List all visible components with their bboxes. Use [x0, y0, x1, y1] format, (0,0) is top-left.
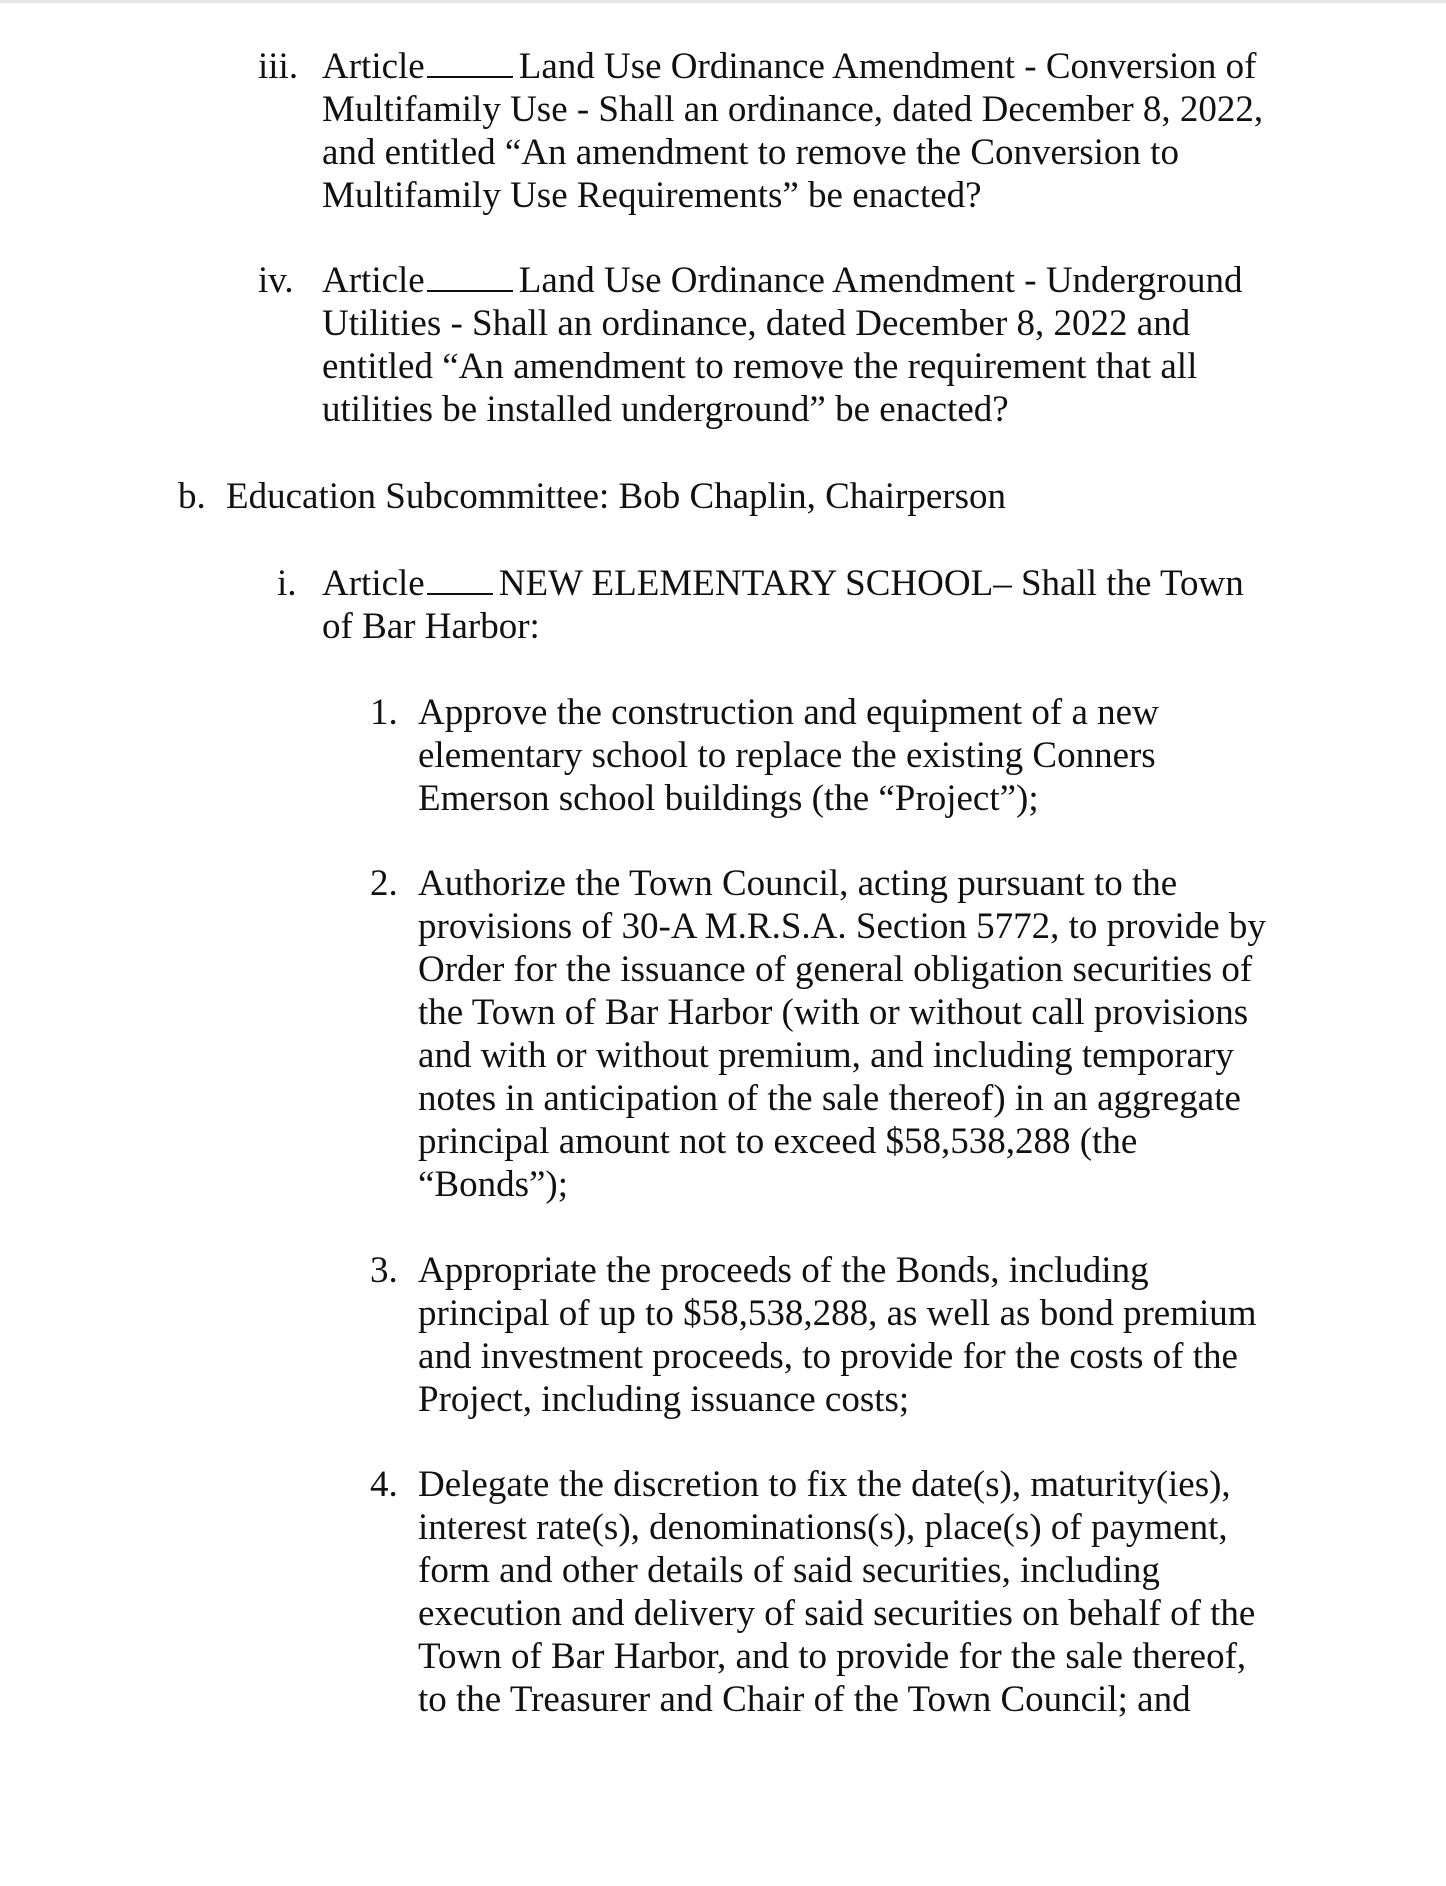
article-body [322, 562, 1244, 648]
list-item-line: notes in anticipation of the sale thereof) in an aggregate [418, 1078, 1241, 1119]
article-number-blank [427, 46, 513, 78]
list-item-line: principal of up to $58,538,288, as well as bond premium [418, 1293, 1257, 1334]
article-body [322, 45, 1263, 217]
article-text-line: and entitled “An amendment to remove the Conversion to [322, 132, 1179, 173]
list-item-text [418, 1463, 1255, 1721]
list-item-line: Approve the construction and equipment of a new [418, 692, 1159, 733]
article-number-blank [427, 563, 493, 595]
list-item-number: 3. [370, 1250, 398, 1291]
list-item-line: and investment proceeds, to provide for the costs of the [418, 1336, 1238, 1377]
section-label: b. [178, 476, 206, 517]
list-item-line: Authorize the Town Council, acting pursuant to the [418, 863, 1178, 904]
page-top-border [0, 0, 1446, 3]
article-number-blank [427, 260, 513, 292]
list-item-line: Town of Bar Harbor, and to provide for the sale thereof, [418, 1636, 1247, 1677]
list-item-line: Order for the issuance of general obligation securities of [418, 949, 1253, 990]
list-item-line: principal amount not to exceed $58,538,288 (the [418, 1121, 1138, 1162]
list-item-line: Project, including issuance costs; [418, 1379, 910, 1420]
section-heading: Education Subcommittee: Bob Chaplin, Chairperson [226, 476, 1006, 517]
article-word: Article [322, 260, 425, 301]
list-item-text [418, 862, 1266, 1206]
list-item-line: Delegate the discretion to fix the date(s), maturity(ies), [418, 1464, 1231, 1505]
article-heading: NEW ELEMENTARY SCHOOL– Shall the Town [498, 563, 1244, 604]
article-text-line: Multifamily Use Requirements” be enacted? [322, 175, 982, 216]
article-heading-line [322, 45, 1263, 88]
article-text-line: Multifamily Use - Shall an ordinance, dated December 8, 2022, [322, 89, 1264, 130]
list-item-number: 2. [370, 863, 398, 904]
list-item-number: 1. [370, 692, 398, 733]
article-word: Article [322, 563, 425, 604]
article-numeral: iii. [258, 46, 299, 87]
list-item-line: execution and delivery of said securities on behalf of the [418, 1593, 1256, 1634]
article-heading: Land Use Ordinance Amendment - Conversion of [518, 46, 1257, 87]
list-item-text [418, 1249, 1257, 1421]
article-text-line: of Bar Harbor: [322, 606, 540, 647]
article-heading: Land Use Ordinance Amendment - Underground [518, 260, 1243, 301]
list-item-line: interest rate(s), denominations(s), place(s) of payment, [418, 1507, 1228, 1548]
list-item-line: “Bonds”); [418, 1164, 569, 1205]
article-text-line: Utilities - Shall an ordinance, dated December 8, 2022 and [322, 303, 1191, 344]
list-item-line: Emerson school buildings (the “Project”); [418, 778, 1039, 819]
article-text-line: entitled “An amendment to remove the requirement that all [322, 346, 1198, 387]
list-item-line: elementary school to replace the existing Conners [418, 735, 1156, 776]
list-item-line: form and other details of said securities, including [418, 1550, 1160, 1591]
list-item-line: and with or without premium, and including temporary [418, 1035, 1234, 1076]
article-text-line: utilities be installed underground” be enacted? [322, 389, 1009, 430]
article-word: Article [322, 46, 425, 87]
list-item-line: the Town of Bar Harbor (with or without call provisions [418, 992, 1249, 1033]
list-item-line: to the Treasurer and Chair of the Town Council; and [418, 1679, 1191, 1720]
list-item-text [418, 691, 1159, 820]
article-numeral: iv. [258, 260, 294, 301]
article-numeral: i. [277, 563, 297, 604]
article-heading-line [322, 562, 1244, 605]
list-item-line: Appropriate the proceeds of the Bonds, including [418, 1250, 1149, 1291]
article-heading-line [322, 259, 1242, 302]
article-body [322, 259, 1242, 431]
list-item-number: 4. [370, 1464, 398, 1505]
list-item-line: provisions of 30-A M.R.S.A. Section 5772, to provide by [418, 906, 1266, 947]
